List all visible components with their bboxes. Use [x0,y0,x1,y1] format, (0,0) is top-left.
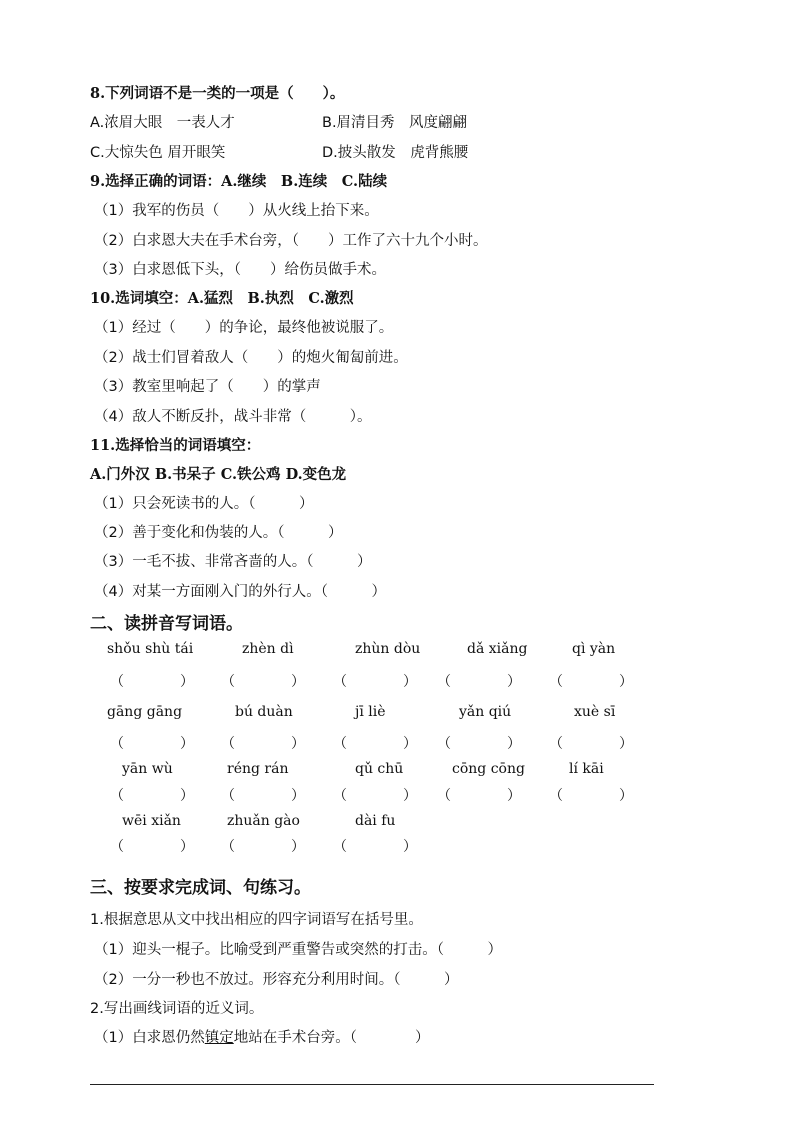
pinyin-item: yān wù [122,761,173,777]
answer-blank[interactable]: （ ） [549,674,633,690]
answer-blank[interactable]: （ ） [437,788,521,804]
pinyin-item: yǎn qiú [459,704,512,720]
q10-item-4: （4）敌人不断反扑，战斗非常（ ）。 [94,409,372,425]
answer-blank[interactable]: （ ） [333,839,417,855]
s3-q2-suffix: 地站在手术台旁。（ ） [233,1030,430,1046]
answer-blank[interactable]: （ ） [110,839,194,855]
q11-title: 11.选择恰当的词语填空： [90,437,261,454]
q8-option-c: C.大惊失色 眉开眼笑 [90,145,226,161]
answer-blank[interactable]: （ ） [437,674,521,690]
answer-blank[interactable]: （ ） [549,788,633,804]
q9-item-1: （1）我军的伤员（ ）从火线上抬下来。 [94,203,379,219]
section2-heading: 二、读拼音写词语。 [90,614,243,634]
answer-blank[interactable]: （ ） [549,736,633,752]
answer-blank[interactable]: （ ） [110,788,194,804]
q11-options: A.门外汉 B.书呆子 C.铁公鸡 D.变色龙 [90,466,347,483]
answer-blank[interactable]: （ ） [221,674,305,690]
pinyin-item: dài fu [355,813,396,829]
q10-item-2: （2）战士们冒着敌人（ ）的炮火匍匐前进。 [94,350,408,366]
q8-title: 8.下列词语不是一类的一项是（ ）。 [90,85,345,102]
s3-q1-title: 1.根据意思从文中找出相应的四字词语写在括号里。 [90,912,423,928]
q10-item-3: （3）教室里响起了（ ）的掌声 [94,379,321,395]
q11-item-2: （2）善于变化和伪装的人。（ ） [94,525,343,541]
pinyin-item: wēi xiǎn [122,813,181,829]
pinyin-item: bú duàn [235,704,293,720]
answer-blank[interactable]: （ ） [333,674,417,690]
underlined-word: 镇定 [204,1030,234,1046]
q8-option-a: A.浓眉大眼 一表人才 [90,115,235,131]
answer-blank[interactable]: （ ） [221,839,305,855]
pinyin-item: dǎ xiǎng [467,641,528,657]
answer-blank[interactable]: （ ） [437,736,521,752]
pinyin-item: jī liè [355,704,386,720]
answer-blank[interactable]: （ ） [110,736,194,752]
pinyin-item: réng rán [227,761,289,777]
q9-item-2: （2）白求恩大夫在手术台旁，（ ）工作了六十九个小时。 [94,233,488,249]
s3-q1-item-2: （2）一分一秒也不放过。形容充分利用时间。（ ） [94,972,459,988]
q8-option-d: D.披头散发 虎背熊腰 [322,145,469,161]
answer-blank[interactable]: （ ） [110,674,194,690]
q9-item-3: （3）白求恩低下头，（ ）给伤员做手术。 [94,262,386,278]
pinyin-item: zhuǎn gào [227,813,300,829]
q11-item-3: （3）一毛不拔、非常吝啬的人。（ ） [94,554,372,570]
s3-q1-item-1: （1）迎头一棍子。比喻受到严重警告或突然的打击。（ ） [94,942,502,958]
q10-item-1: （1）经过（ ）的争论，最终他被说服了。 [94,320,394,336]
q9-title: 9.选择正确的词语：A.继续 B.连续 C.陆续 [90,173,388,190]
pinyin-item: gāng gāng [107,704,183,720]
s3-q2-prefix: （1）白求恩仍然 [94,1030,205,1046]
pinyin-item: shǒu shù tái [107,641,194,657]
q10-title: 10.选词填空：A.猛烈 B.执烈 C.激烈 [90,290,354,307]
pinyin-item: lí kāi [569,761,604,777]
s3-q2-title: 2.写出画线词语的近义词。 [90,1001,264,1017]
answer-blank[interactable]: （ ） [221,788,305,804]
pinyin-item: xuè sī [574,704,616,720]
pinyin-item: cōng cōng [452,761,525,777]
q11-item-4: （4）对某一方面刚入门的外行人。（ ） [94,584,386,600]
answer-blank[interactable]: （ ） [221,736,305,752]
q8-option-b: B.眉清目秀 风度翩翩 [322,115,468,131]
answer-blank[interactable]: （ ） [333,788,417,804]
s3-q2-item-1 [94,1028,429,1048]
pinyin-item: zhùn dòu [355,641,421,657]
pinyin-item: zhèn dì [242,641,294,657]
section3-heading: 三、按要求完成词、句练习。 [90,878,311,898]
footer-rule [90,1084,654,1085]
q11-item-1: （1）只会死读书的人。（ ） [94,496,314,512]
pinyin-item: qì yàn [572,641,616,657]
answer-blank[interactable]: （ ） [333,736,417,752]
pinyin-item: qǔ chū [355,761,404,777]
